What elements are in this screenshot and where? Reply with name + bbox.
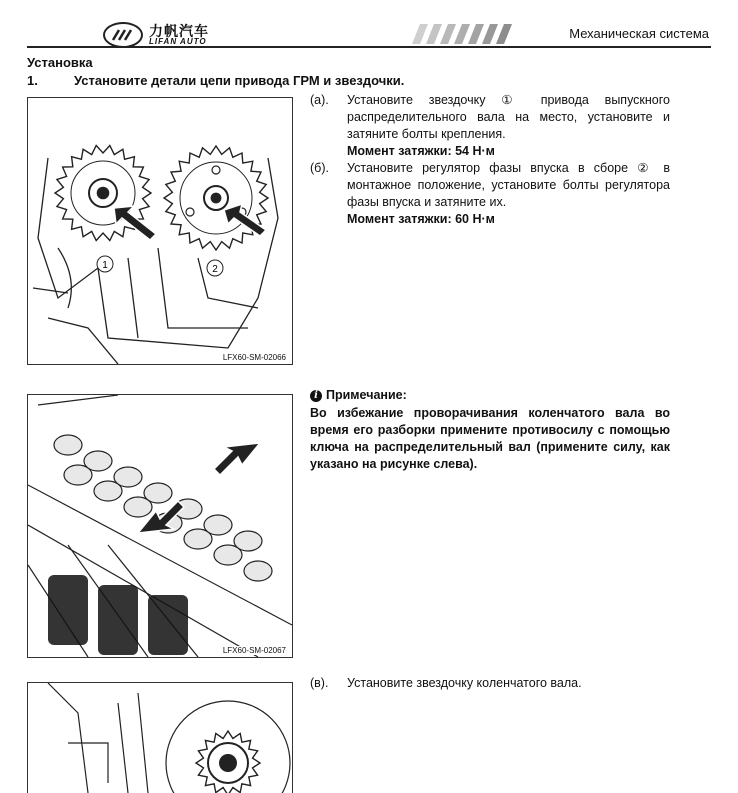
figure-code: LFX60-SM-02067 bbox=[222, 646, 286, 655]
item-text: Установите звездочку коленчатого вала. bbox=[347, 676, 582, 690]
note-block bbox=[310, 387, 670, 473]
item-c bbox=[310, 675, 670, 692]
step-text: Установите детали цепи привода ГРМ и звездочки. bbox=[74, 73, 405, 88]
step-number: 1. bbox=[27, 73, 38, 88]
section-title: Установка bbox=[27, 55, 93, 70]
lifan-logo bbox=[103, 22, 209, 48]
callout-2: 2 bbox=[212, 264, 218, 275]
callout-1: 1 bbox=[102, 260, 108, 271]
item-b bbox=[310, 160, 670, 228]
header-stripes bbox=[412, 24, 512, 44]
figure-crankshaft-sprocket bbox=[27, 682, 293, 793]
header-title: Механическая система bbox=[569, 26, 709, 41]
item-text: Установите звездочку ① привода выпускного распределительного вала на место, установите и затяните болты крепления. bbox=[347, 93, 670, 141]
torque-value: Момент затяжки: 54 Н·м bbox=[347, 144, 495, 158]
lifan-logo-icon bbox=[103, 22, 143, 48]
sprocket-drawing bbox=[28, 98, 292, 364]
info-icon: i bbox=[310, 390, 322, 402]
brand-cn: 力帆汽车 bbox=[149, 23, 209, 39]
item-text: Установите регулятор фазы впуска в сборе ② в монтажное положение, установите болты регулятора фазы впуска и затяните их. bbox=[347, 161, 670, 209]
item-a bbox=[310, 92, 670, 160]
torque-value: Момент затяжки: 60 Н·м bbox=[347, 212, 495, 226]
item-label: (а). bbox=[310, 93, 329, 107]
item-label: (в). bbox=[310, 676, 329, 690]
figure-camshaft-sprockets bbox=[27, 97, 293, 365]
brand-en: LIFAN AUTO bbox=[149, 37, 207, 46]
step-heading bbox=[27, 73, 404, 88]
note-title: Примечание: bbox=[326, 388, 407, 402]
note-text: Во избежание проворачивания коленчатого вала во время его разборки примените противосилу с помощью ключа на распределительный вал (примените силу, как указано на рисунке слева). bbox=[310, 406, 670, 471]
item-label: (б). bbox=[310, 161, 329, 175]
intake-phaser bbox=[164, 146, 268, 250]
figure-camshafts bbox=[27, 394, 293, 658]
camshaft-drawing bbox=[28, 395, 292, 657]
page-header bbox=[27, 20, 711, 48]
crankshaft-drawing bbox=[28, 683, 292, 793]
figure-code: LFX60-SM-02066 bbox=[222, 353, 286, 362]
header-rule bbox=[27, 46, 711, 48]
